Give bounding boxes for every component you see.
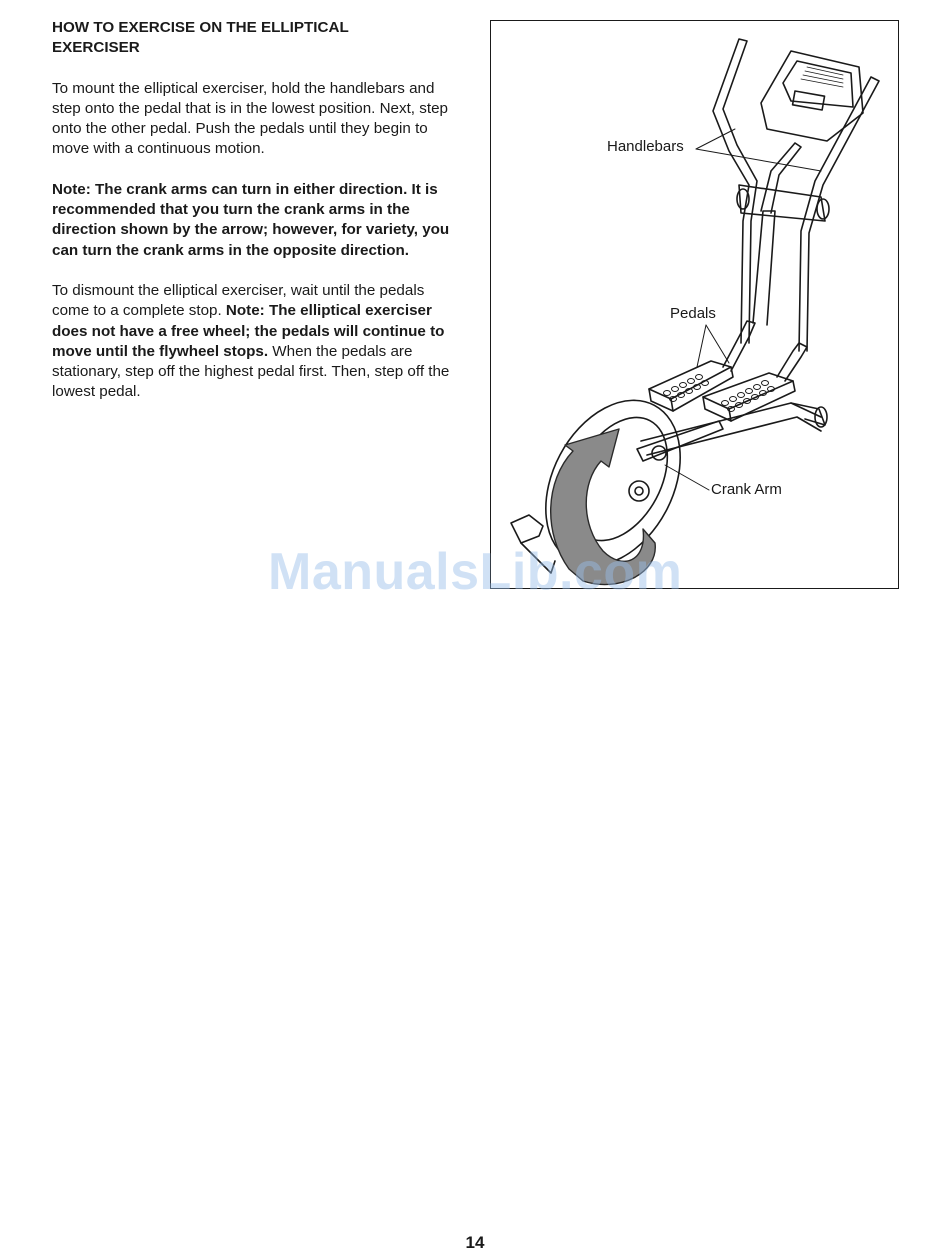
- left-pedal-arm: [723, 321, 755, 371]
- section-heading-line1: HOW TO EXERCISE ON THE ELLIPTICAL: [52, 19, 349, 36]
- front-stabilizer: [791, 403, 825, 425]
- callout-handlebars: Handlebars: [607, 138, 684, 155]
- flywheel-hub: [629, 481, 649, 501]
- elliptical-figure: [490, 20, 899, 589]
- pedals-leader-right: [706, 325, 729, 363]
- dismount-end: When the pedals are stationary, step off the highest pedal first. Then, step off the lowest pedal.: [52, 342, 450, 401]
- dismount-paragraph: [52, 281, 462, 403]
- upright-mast: [753, 211, 775, 325]
- right-pedal-tread: [722, 381, 775, 412]
- section-heading: [52, 18, 462, 59]
- mount-paragraph: To mount the elliptical exerciser, hold the handlebars and step onto the pedal that is in the lowest position. Next, step onto the other pedal. Push the pedals until they begin to move with a continuous motion.: [52, 79, 448, 158]
- callout-crank-arm: Crank Arm: [711, 481, 782, 498]
- watermark-text: ManualsLib.com: [268, 543, 683, 601]
- right-handlebar: [799, 77, 879, 351]
- console-display: [793, 91, 825, 110]
- flywheel-hub-center: [635, 487, 643, 495]
- handlebars-leader-right: [696, 149, 821, 171]
- dismount-note: Note: The elliptical exerciser does not have a free wheel; the pedals will continue to move until the flywheel stops.: [52, 302, 445, 360]
- note-paragraph: Note: The crank arms can turn in either direction. It is recommended that you turn the crank arms in the direction shown by the arrow; however, for variety, you can turn the crank arms in the opposite direction.: [52, 180, 450, 259]
- pedals-leader-left: [697, 325, 706, 367]
- instructions-column: [52, 18, 462, 423]
- rear-stabilizer: [511, 515, 543, 543]
- callout-pedals: Pedals: [670, 305, 716, 322]
- crank-arm-leader: [665, 465, 709, 490]
- right-pedal-arm: [777, 343, 807, 381]
- dismount-intro: To dismount the elliptical exerciser, wait until the pedals come to a complete stop.: [52, 281, 425, 320]
- handlebars-leader-left: [696, 129, 735, 149]
- section-heading-line2: EXERCISER: [52, 39, 140, 57]
- center-handlebar: [761, 143, 801, 213]
- left-handlebar: [713, 39, 757, 343]
- page-number: 14: [465, 1233, 485, 1252]
